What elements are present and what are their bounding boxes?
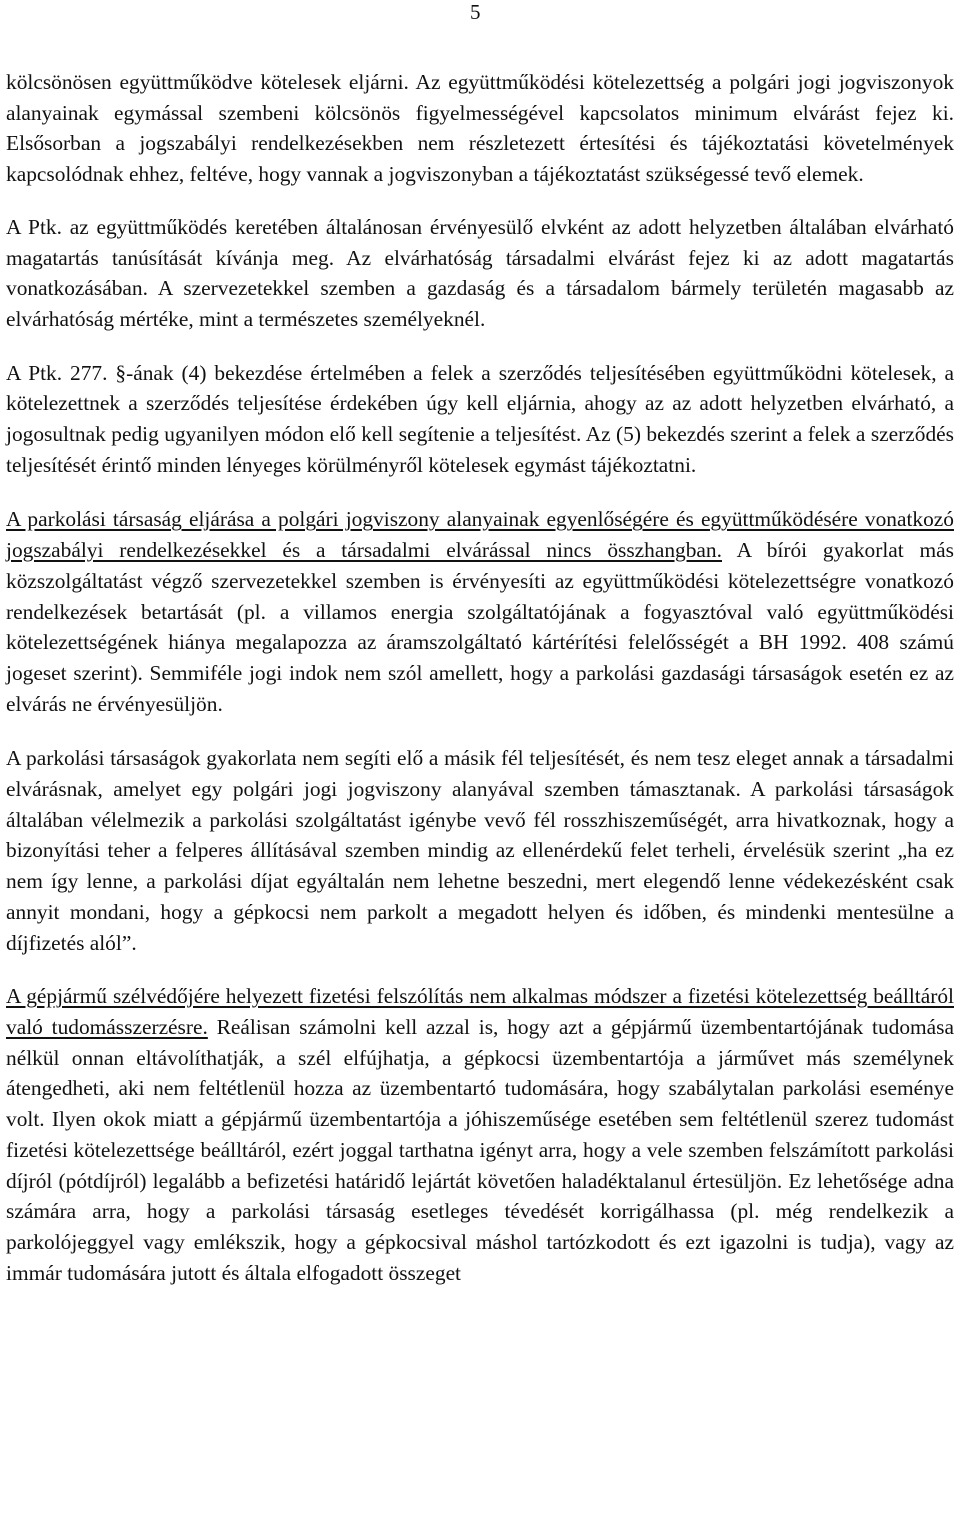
paragraph-ptk-expectation: [6, 212, 954, 335]
paragraph-underlined-text: A parkolási társaság eljárása a polgári jogviszony alanyainak egyenlőségére és együttműködésére vonatkozó jogszabályi rendelkezésekkel és a társadalmi elvárással nincs összhangban.: [6, 507, 954, 563]
page-number: 5: [470, 0, 481, 24]
paragraph-text: Reálisan számolni kell azzal is, hogy azt a gépjármű üzembentartójának tudomása nélkül onnan eltávolíthatják, a szél elfújhatja, a gépkocsi üzembentartója a járművet más személynek átengedheti, aki nem feltétlenül hozza az üzembentartó tudomására, hogy szabálytalan parkolási eseménye volt. Ilyen okok miatt a gépjármű üzembentartója a jóhiszeműsége esetében sem feltétlenül szerez tudomást fizetési kötelezettsége beálltáról, ezért joggal tarthatna igényt arra, hogy a vele szemben felszámított parkolási díjról (pótdíjról) legalább a befizetési határidő lejártát követően haladéktalanul értesüljön. Ez lehetősége adna számára arra, hogy a parkolási társaság esetleges tévedését korrigálhassa (pl. még rendelkezik a parkolójeggyel vagy emlékszik, hogy a gépkocsival máshol tartózkodott és ezt igazolni is tudja), vagy az immár tudomására jutott és általa elfogadott összeget: [6, 1014, 954, 1285]
paragraph-text: A Ptk. az együttműködés keretében általánosan érvényesülő elvként az adott helyzetben általában elvárható magatartás tanúsítását kívánja meg. Az elvárhatóság társadalmi elvárást fejez ki az adott magatartás vonatkozásában. A szervezetekkel szemben a gazdaság és a társadalom bármely területén magasabb az elvárhatóság mértéke, mint a természetes személyeknél.: [6, 214, 954, 331]
paragraph-text: A parkolási társaságok gyakorlata nem segíti elő a másik fél teljesítését, és nem tesz eleget annak a társadalmi elvárásnak, amelyet egy polgári jogi jogviszony alanyával szemben támasztanak. A parkolási társaságok általában vélelmezik a parkolási szolgáltatást igénybe vevő fél rosszhiszeműségét, arra hivatkoznak, hogy a bizonyítási teher a felperes állításával szemben mindig az ellenérdekű felet terheli, érvelésük szerint „ha ez nem így lenne, a parkolási díjat egyáltalán nem lehetne beszedni, mert elegendő lenne védekezésként csak annyit mondani, hogy a gépkocsi nem parkolt a megadott helyen és időben, és mindenki mentesülne a díjfizetés alól”.: [6, 746, 954, 955]
paragraph-text: A Ptk. 277. §-ának (4) bekezdése értelmében a felek a szerződés teljesítésében együttműködni kötelesek, a kötelezettnek a szerződés teljesítése érdekében úgy kell eljárnia, ahogy az az adott helyzetben elvárható, a jogosultnak pedig ugyanilyen módon elő kell segítenie a teljesítést. Az (5) bekezdés szerint a felek a szerződés teljesítését érintő minden lényeges körülményről kötelesek egymást tájékoztatni.: [6, 360, 954, 477]
paragraph-parking-practice: [6, 743, 954, 958]
paragraph-windshield-notice: [6, 981, 954, 1288]
paragraph-parking-company-procedure: [6, 504, 954, 719]
paragraph-underlined-text: A gépjármű szélvédőjére helyezett fizetési felszólítás nem alkalmas módszer a fizetési kötelezettség beálltáról való tudomásszerzésre.: [6, 984, 954, 1039]
paragraph-ptk-277: [6, 358, 954, 481]
paragraph-text: kölcsönösen együttműködve kötelesek eljárni. Az együttműködési kötelezettség a polgári jogi jogviszonyok alanyainak egymással szembeni kölcsönös figyelmességével kapcsolatos minimum elvárást fejez ki. Elsősorban a jogszabályi rendelkezésekben nem részletezett értesítési és tájékoztatási követelmények kapcsolódnak ehhez, feltéve, hogy vannak a jogviszonyban a tájékoztatást szükségessé tevő elemek.: [6, 70, 954, 187]
paragraph-text: A bírói gyakorlat más közszolgáltatást végző szervezetekkel szemben is érvényesíti az együttműködési kötelezettségre vonatkozó rendelkezések betartását (pl. a villamos energia szolgáltatójának a fogyasztóval való együttműködési kötelezettségének hiánya megalapozza az áramszolgáltató kártérítési felelősségét a BH 1992. 408 számú jogeset szerint). Semmiféle jogi indok nem szól amellett, hogy a parkolási gazdasági társaságok esetén ez az elvárás ne érvényesüljön.: [6, 538, 954, 716]
paragraph-cooperation-duty: [6, 67, 954, 190]
document-body: [6, 67, 954, 1310]
